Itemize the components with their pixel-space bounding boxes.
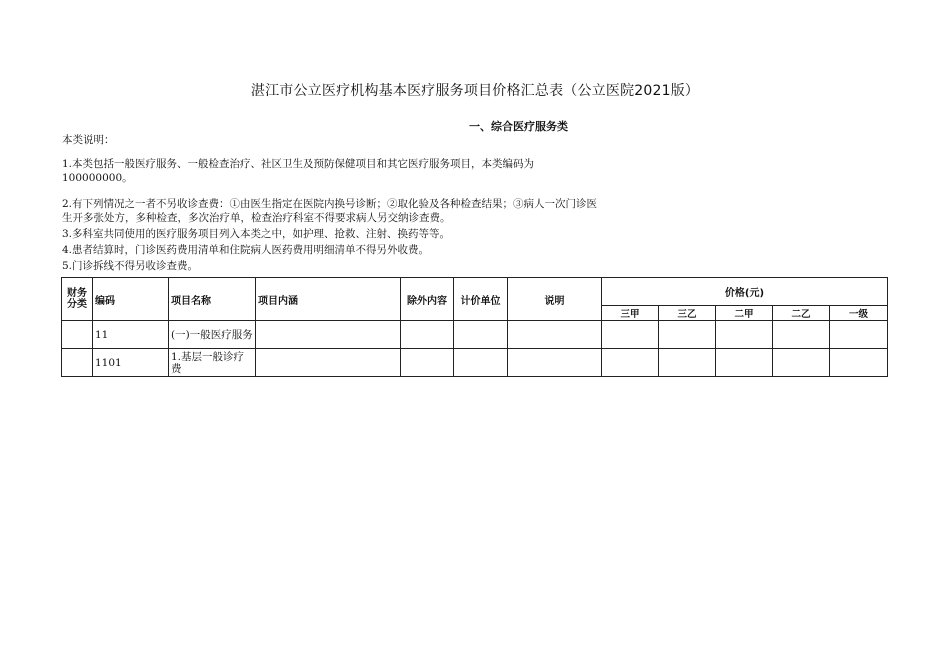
notes-block — [62, 133, 602, 273]
note-item: 1.本类包括一般医疗服务、一般检查治疗、社区卫生及预防保健项目和其它医疗服务项目，本类编码为100000000。 — [62, 158, 535, 184]
cell-price — [830, 349, 888, 377]
cell-remarks — [508, 349, 602, 377]
cell-item-name: (一)一般医疗服务 — [169, 321, 256, 349]
note-item: 3.多科室共同使用的医疗服务项目列入本类之中，如护理、抢救、注射、换药等等。 — [62, 228, 451, 240]
cell-code: 1101 — [93, 349, 169, 377]
header-finance-category: 财务分类 — [62, 278, 93, 321]
header-price-level: 三乙 — [659, 306, 716, 321]
cell-item-content — [256, 349, 401, 377]
document-title: 湛江市公立医疗机构基本医疗服务项目价格汇总表（公立医院2021版） — [250, 83, 700, 99]
cell-price — [716, 321, 773, 349]
cell-price — [659, 321, 716, 349]
note-item: 4.患者结算时，门诊医药费用清单和住院病人医药费用明细清单不得另外收费。 — [62, 244, 430, 256]
cell-exclusions — [401, 349, 454, 377]
cell-remarks — [508, 321, 602, 349]
cell-item-name: 1.基层一般诊疗费 — [169, 349, 256, 377]
header-item-content: 项目内涵 — [256, 278, 401, 321]
cell-code: 11 — [93, 321, 169, 349]
note-item: 2.有下列情况之一者不另收诊查费：①由医生指定在医院内换号诊断；②取化验及各种检查结果；③病人一次门诊医生开多张处方，多种检查，多次治疗单，检查治疗科室不得要求病人另交纳诊查费。 — [62, 198, 598, 224]
header-code: 编码 — [93, 278, 169, 321]
header-exclusions: 除外内容 — [401, 278, 454, 321]
cell-unit — [454, 321, 508, 349]
cell-price — [602, 349, 659, 377]
header-price-level: 一级 — [830, 306, 888, 321]
header-price-level: 二乙 — [773, 306, 830, 321]
cell-finance-category — [62, 321, 93, 349]
cell-price — [716, 349, 773, 377]
table-row — [62, 349, 888, 377]
cell-price — [830, 321, 888, 349]
cell-exclusions — [401, 321, 454, 349]
header-remarks: 说明 — [508, 278, 602, 321]
price-table — [61, 277, 888, 377]
cell-item-content — [256, 321, 401, 349]
table-row — [62, 321, 888, 349]
cell-price — [773, 321, 830, 349]
cell-price — [773, 349, 830, 377]
cell-unit — [454, 349, 508, 377]
header-unit: 计价单位 — [454, 278, 508, 321]
section-heading: 一、综合医疗服务类 — [469, 120, 568, 133]
header-price-level: 二甲 — [716, 306, 773, 321]
notes-heading: 本类说明： — [62, 134, 115, 146]
cell-price — [659, 349, 716, 377]
header-price-level: 三甲 — [602, 306, 659, 321]
header-item-name: 项目名称 — [169, 278, 256, 321]
cell-price — [602, 321, 659, 349]
note-item: 5.门诊拆线不得另收诊查费。 — [62, 260, 199, 272]
header-price: 价格(元) — [602, 278, 888, 306]
cell-finance-category — [62, 349, 93, 377]
